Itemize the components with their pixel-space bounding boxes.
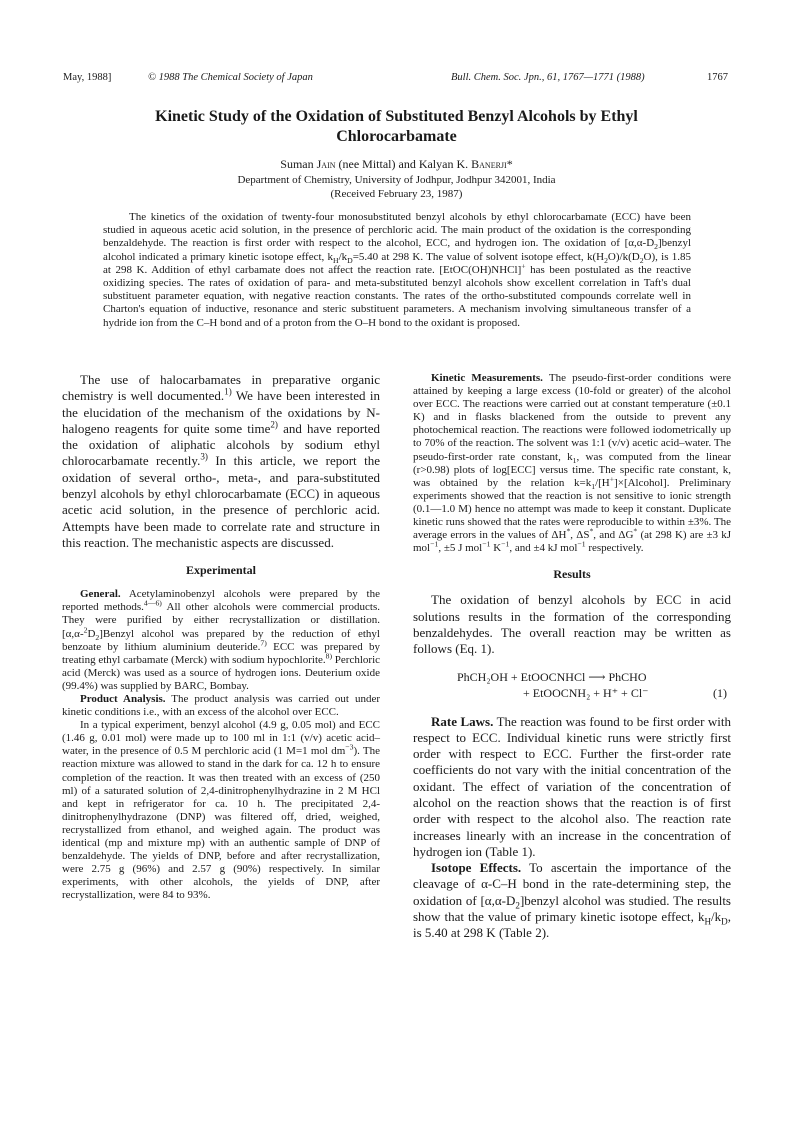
ref-mark: 3): [200, 452, 208, 463]
text: We have been interested in the elucidation of the mechanism of the oxidations by N-halogeno reagents for quite some time: [62, 388, 380, 436]
superscript: 2: [83, 624, 88, 634]
text: (at 298 K) are ±3 kJ mol: [413, 529, 731, 555]
text: ECC was prepared by treating ethyl carbamate (Merck) with sodium hypochlorite.: [62, 640, 380, 666]
text: respectively.: [585, 542, 644, 555]
typical-paragraph: [62, 719, 380, 902]
text: /[H: [595, 476, 610, 489]
ref-mark: 7): [260, 637, 267, 647]
superscript: −1: [501, 539, 510, 549]
text: The pseudo-first-order conditions were attained by keeping a large excess (10-fold or greater) of the alcohol over ECC. The reactions were carried out at constant temperature (±0.1 K) and in flasks blackened from the outside to prevent any photochemical reaction. The reactions were followed iodometrically up to 70% of the reaction. The solvent was 1:1 (v/v) acetic acid–water. The pseudo-first-order rate constant, k: [413, 372, 731, 463]
superscript: *: [566, 526, 571, 536]
run-in-heading: Kinetic Measurements.: [431, 372, 543, 384]
abstract: [103, 211, 691, 330]
isotope-paragraph: [413, 860, 731, 941]
authors: [100, 156, 693, 172]
subscript: 1: [572, 455, 577, 465]
superscript: −1: [577, 539, 586, 549]
equation-line-1: PhCH₂OH + EtOOCNHCl ⟶ PhCHO: [457, 669, 647, 684]
abstract-part: =5.40 at 298 K. The value of solvent isotope effect, k(H: [352, 250, 605, 263]
subscript: 2: [95, 632, 100, 642]
text: Acetylaminobenzyl alcohols were prepared by the reported methods.: [62, 588, 380, 614]
header-date: May, 1988]: [63, 72, 112, 83]
ref-mark: 2): [270, 419, 278, 430]
text: ]Benzyl alcohol was prepared by the reduction of ethyl benzoate by lithium aluminium deuteride.: [62, 627, 380, 653]
superscript: −1: [430, 539, 439, 549]
general-paragraph: [62, 588, 380, 693]
subscript: D: [721, 916, 728, 927]
text: , ΔS: [570, 529, 590, 542]
author-1-last: Jain: [316, 157, 336, 171]
text: , is 5.40 at 298 K (Table 2).: [413, 909, 731, 941]
article-title: Kinetic Study of the Oxidation of Substituted Benzyl Alcohols by Ethyl Chlorocarbamate: [155, 108, 638, 145]
text: , and ±4 kJ mol: [509, 542, 578, 555]
superscript: +: [521, 261, 526, 271]
abstract-part: O)/k(D: [607, 250, 640, 263]
results-heading: Results: [553, 567, 591, 582]
abstract-part: /k: [338, 250, 348, 263]
text: ). The reaction mixture was allowed to stand in the dark for ca. 12 h to ensure completion of the reaction. It was then treated with an excess of (250 ml) of a saturated solution of 2,4-dinitrophenylhydrazine in 2 M HCl and kept in refrigerator for ca. 10 h. The precipitated 2,4-dinitrophenylhydrazone (DNP) was filtered off, dried, weighed, recrystallized from ethanol, and weighed again. The product was identical (mp and mixture mp) with an authentic sample of DNP of benzaldehyde. The yields of DNP, before and after recrystallization, were 2.75 g (96%) and 2.57 g (90%) respectively. In similar experiments, with other alcohols, the yields of DNP, after recrystallization, were 84 to 93%.: [62, 745, 380, 902]
abstract-part: O), is 1.85 at 298 K. Addition of ethyl carbamate does not affect the reaction rate. [EtOC(OH)NHCl]: [103, 250, 691, 276]
superscript: −3: [345, 742, 354, 752]
rate-laws-paragraph: [413, 714, 731, 861]
text: The product analysis was carried out under kinetic conditions i.e., with an excess of the alcohol over ECC.: [62, 693, 380, 719]
subscript: D: [347, 255, 353, 265]
experimental-heading: Experimental: [186, 563, 256, 578]
text: The reaction was found to be first order with respect to ECC. Individual kinetic runs were strictly first order with respect to ECC. Further the first-order rate coefficients do not vary with the initial concentration of the oxidant. The effect of variation of the concentration of alcohol on the reaction shows that the reaction is of first order with respect to the alcohol also. The reaction rate increases linearly with an increase in the concentration of hydrogen ion (Table 1).: [413, 713, 732, 859]
subscript: H: [333, 255, 339, 265]
text: D: [87, 627, 96, 640]
intro-paragraph: [62, 372, 380, 551]
header-copyright: © 1988 The Chemical Society of Japan: [148, 72, 313, 83]
ref-mark: 8): [325, 651, 333, 661]
run-in-heading: Product Analysis.: [80, 693, 166, 706]
abstract-part: has been postulated as the reactive oxidizing species. The rates of oxidation of para- and meta-substituted benzyl alcohols show excellent correlation in Taft's dual substituent parameter equation, with negative reaction constants. The rates of the ortho-substituted compounds correlate well in Charton's equation of inductive, resonance and steric substituent parameters. A mechanism involving simultaneous transfer of a hydride ion from the C–H bond and of a proton from the O–H bond to the oxidant is proposed.: [103, 263, 691, 329]
right-column: [413, 372, 731, 942]
equation-1: [413, 670, 731, 702]
superscript: +: [609, 474, 615, 484]
equation-line-2: + EtOOCNH₂ + H⁺ + Cl⁻: [523, 685, 649, 700]
text: ]benzyl alcohol was studied. The results show that the value of primary kinetic isotope effect, k: [413, 892, 731, 925]
kinetic-paragraph: [413, 372, 731, 555]
abstract-part: ]benzyl alcohol indicated a primary kinetic isotope effect, k: [103, 237, 691, 263]
ref-mark: 1): [224, 386, 232, 397]
text: Perchloric acid (Merck) was used as a source of hydrogen ions. Deuterium oxide (99.4%) was supplied by BARC, Bombay.: [62, 653, 381, 692]
text: /k: [711, 909, 722, 925]
results-paragraph: The oxidation of benzyl alcohols by ECC in acid solutions results in the formation of the corresponding benzaldehydes. The overall reaction may be written as follows (Eq. 1).: [413, 592, 731, 657]
superscript: *: [589, 526, 594, 536]
ref-mark: 4—6): [143, 598, 162, 608]
author-2-last: Banerji: [471, 157, 507, 171]
run-in-heading: Rate Laws.: [431, 713, 494, 729]
subscript: 2: [604, 255, 608, 265]
equation-number: (1): [713, 685, 727, 700]
text: , was computed from the linear (r>0.98) plots of log[ECC] versus time. The specific rate constant, k, was obtained by the relation k=k: [413, 450, 731, 489]
author-1-first: Suman: [280, 157, 317, 171]
subscript: 1: [591, 481, 596, 491]
text: , ±5 J mol: [438, 542, 483, 555]
received-date: (Received February 23, 1987): [330, 188, 463, 200]
author-1-note: (nee Mittal) and Kalyan K.: [335, 157, 472, 171]
header-journal: Bull. Chem. Soc. Jpn., 61, 1767—1771 (1988): [451, 72, 645, 83]
text: ]×[Alcohol]. Preliminary experiments showed that the reaction is not sensitive to ionic strength (0.1—1.0 M) hence no attempt was made to keep it constant. Duplicate kinetic runs showed that the rates were reproducible to within ±3%. The average errors in the values of ΔH: [413, 476, 731, 542]
subscript: H: [704, 916, 712, 927]
text: , and ΔG: [593, 529, 634, 542]
product-paragraph: [62, 693, 380, 719]
left-column: [62, 372, 380, 903]
text: To ascertain the importance of the cleavage of α-C–H bond in the rate-determining step, the oxidation of [α,α-D: [413, 860, 731, 908]
text: and have reported the oxidation of aliphatic alcohols by sodium ethyl chlorocarbamate recently.: [62, 420, 380, 469]
text: The use of halocarbamates in preparative organic chemistry is well documented.: [62, 372, 380, 404]
subscript: 2: [654, 242, 659, 252]
author-2-mark: *: [506, 157, 513, 171]
run-in-heading: Isotope Effects.: [431, 860, 522, 876]
text: In this article, we report the oxidation of several ortho-, meta-, and para-substituted benzyl alcohols by ethyl chlorocarbamate (ECC) in aqueous acetic acid solution, in the presence of perchloric acid. Attempts have been made to correlate rate and structure in this reaction. The mechanistic aspects are discussed.: [62, 453, 380, 550]
subscript: 2: [515, 900, 520, 911]
header-page-number: 1767: [707, 72, 728, 83]
affiliation: Department of Chemistry, University of Jodhpur, Jodhpur 342001, India: [237, 174, 556, 186]
subscript: 2: [639, 255, 644, 265]
text: K: [490, 542, 502, 555]
text: In a typical experiment, benzyl alcohol (4.9 g, 0.05 mol) and ECC (1.46 g, 0.01 mol) were made up to 100 ml in 1:1 (v/v) acetic acid–water, in the presence of 0.5 M perchloric acid (1 M=1 mol dm: [62, 719, 380, 758]
text: All other alcohols were commercial products. They were purified by either recrystallization or distillation. [α,α-: [62, 601, 380, 640]
run-in-heading: General.: [80, 588, 121, 601]
superscript: −1: [482, 539, 491, 549]
abstract-part: The kinetics of the oxidation of twenty-four monosubstituted benzyl alcohols by ethyl chlorocarbamate (ECC) have been studied in aqueous acetic acid solution, in the presence of perchloric acid. The main product of the oxidation is the corresponding benzaldehyde. The reaction is first order with respect to the alcohol, ECC, and hydrogen ion. The oxidation of [α,α-D: [103, 211, 691, 250]
superscript: *: [633, 526, 638, 536]
